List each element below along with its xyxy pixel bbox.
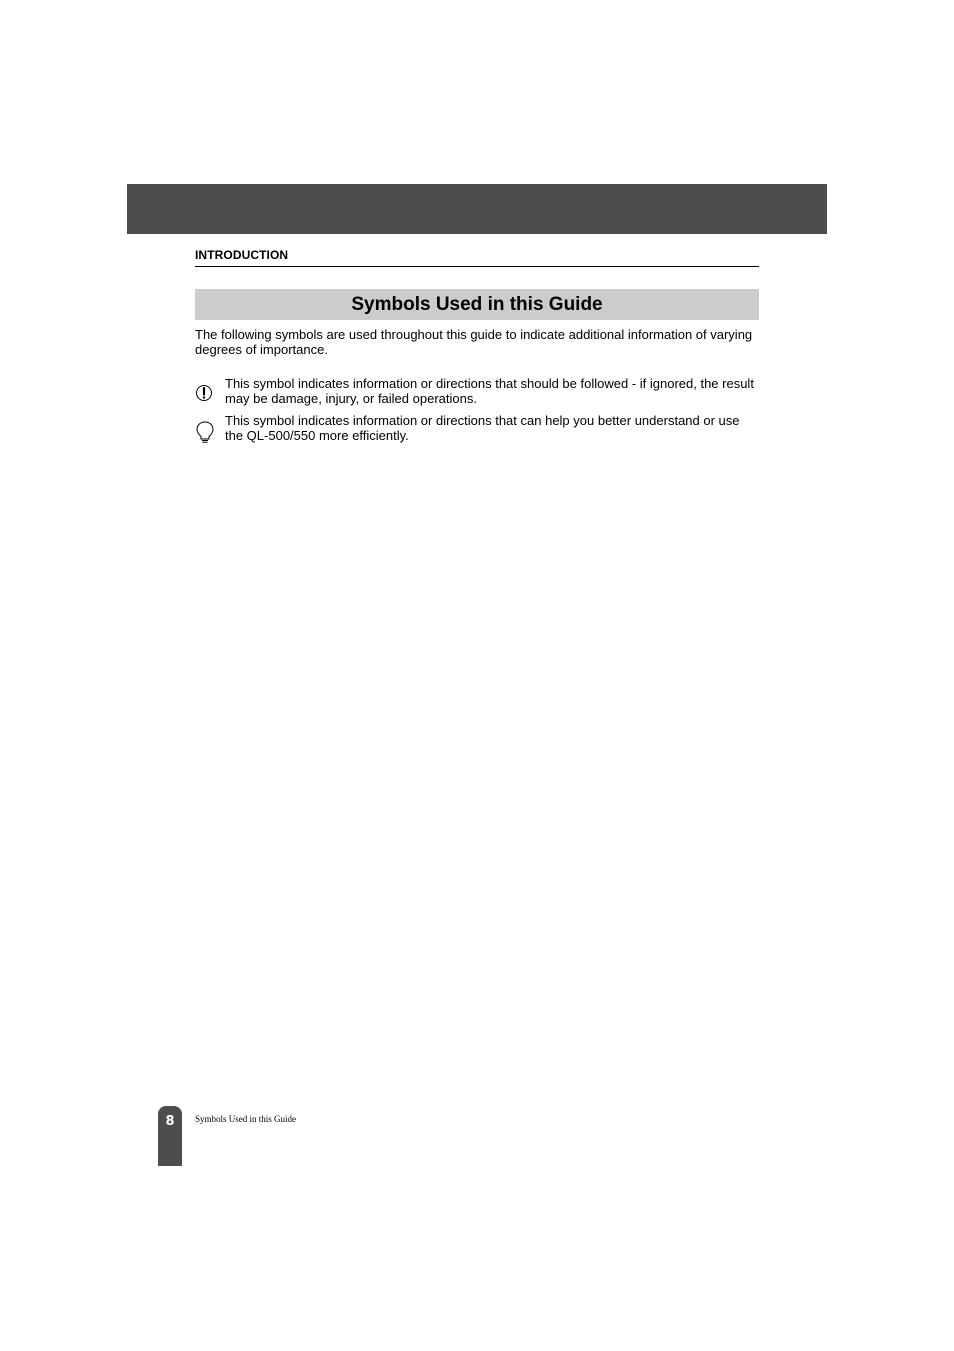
header-band bbox=[127, 184, 827, 234]
note-text: This symbol indicates information or directions that should be followed - if ignored, the result may be damage, injury, or failed operations. bbox=[225, 376, 754, 406]
section-divider bbox=[195, 266, 759, 267]
note-tip bbox=[195, 413, 759, 443]
page-number: 8 bbox=[165, 1114, 175, 1129]
footer-title: Symbols Used in this Guide bbox=[195, 1114, 297, 1124]
intro-paragraph: The following symbols are used throughout this guide to indicate additional information of varying degrees of importance. bbox=[195, 327, 753, 357]
page-title: Symbols Used in this Guide bbox=[351, 293, 603, 315]
lightbulb-icon bbox=[195, 415, 215, 441]
caution-icon bbox=[195, 378, 215, 404]
note-caution bbox=[195, 376, 759, 406]
page-tab bbox=[158, 1106, 182, 1166]
note-text: This symbol indicates information or directions that can help you better understand or use the QL-500/550 more efficiently. bbox=[225, 413, 740, 443]
title-bar bbox=[195, 289, 759, 320]
section-label: INTRODUCTION bbox=[195, 248, 289, 262]
